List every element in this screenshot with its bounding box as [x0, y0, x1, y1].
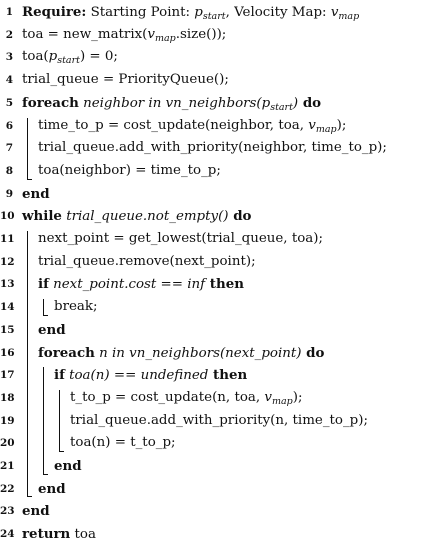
keyword-token: if	[54, 367, 65, 384]
line-code	[54, 455, 82, 479]
algorithm-line	[0, 46, 436, 69]
line-number: 9	[5, 187, 13, 200]
line-number: 8	[5, 164, 13, 177]
code-token: ) = 0;	[79, 49, 118, 65]
line-code	[38, 251, 256, 274]
code-token: toa(neighbor) = time_to_p;	[38, 162, 221, 178]
line-code	[54, 296, 98, 319]
code-token: trial_queue.add_with_priority(n, time_to_p);	[70, 412, 368, 428]
block-guide-tick	[27, 179, 32, 180]
keyword-token: end	[22, 503, 50, 520]
algorithm-line	[0, 296, 436, 319]
subscript-token: map	[338, 11, 360, 22]
line-code	[38, 319, 66, 343]
line-code	[38, 478, 66, 502]
code-token: t_to_p = cost_update(n, toa,	[70, 389, 265, 405]
algorithm-line	[0, 500, 436, 523]
code-token: toa(	[22, 49, 49, 65]
line-number: 17	[0, 369, 15, 382]
code-token: toa(n) == undefined	[64, 368, 209, 384]
line-number: 1	[5, 6, 13, 18]
line-code	[38, 137, 387, 160]
algorithm-line	[0, 1, 436, 24]
keyword-token: end	[38, 321, 66, 338]
algorithm-line	[0, 364, 436, 387]
line-number: 4	[5, 74, 13, 87]
line-code	[22, 183, 50, 207]
algorithm-line	[0, 183, 436, 206]
subscript-token: map	[154, 32, 176, 44]
code-token: neighbor in vn_neighbors(	[78, 95, 262, 111]
line-number: 21	[0, 460, 15, 472]
code-token: )	[292, 95, 299, 111]
line-number: 2	[5, 28, 13, 41]
line-number: 7	[5, 142, 13, 155]
subscript-token: map	[315, 123, 337, 135]
block-guide-line	[43, 299, 44, 316]
algorithm-line	[0, 478, 436, 501]
code-token: toa = new_matrix(	[22, 26, 148, 42]
line-code	[38, 115, 346, 138]
algorithm-line	[0, 455, 436, 478]
block-guide-tick	[43, 474, 48, 475]
line-number: 18	[0, 391, 15, 404]
keyword-token: then	[205, 276, 244, 293]
line-number: 6	[5, 119, 13, 132]
block-guide-line	[59, 390, 60, 452]
line-number: 3	[5, 51, 13, 64]
algorithm-line	[0, 160, 436, 183]
line-code	[22, 24, 226, 47]
keyword-token: do	[301, 344, 325, 361]
code-token: trial_queue.remove(next_point);	[38, 253, 256, 269]
line-code	[38, 273, 244, 297]
algorithm-line	[0, 251, 436, 274]
block-guide-line	[27, 231, 28, 497]
algorithm-line	[0, 92, 436, 115]
keyword-token: do	[228, 208, 252, 225]
code-token: );	[292, 389, 303, 405]
code-token: n in vn_neighbors(next_point)	[94, 345, 302, 361]
line-number: 20	[0, 437, 15, 450]
block-guide-tick	[43, 315, 48, 316]
algorithm-line	[0, 205, 436, 228]
subscript-token: start	[202, 11, 226, 22]
keyword-token: end	[38, 480, 66, 497]
algorithm-line	[0, 137, 436, 160]
keyword-token: then	[208, 367, 248, 384]
line-code	[22, 46, 118, 69]
line-code	[22, 69, 229, 92]
line-code	[22, 1, 359, 25]
code-token: trial_queue = PriorityQueue();	[22, 72, 229, 88]
keyword-token: foreach	[38, 344, 95, 361]
line-number: 19	[0, 414, 15, 427]
keyword-token: foreach	[22, 94, 79, 111]
code-token: v	[308, 117, 316, 133]
block-guide-line	[27, 118, 28, 180]
code-token: time_to_p = cost_update(neighbor, toa,	[38, 117, 309, 133]
line-number: 11	[0, 233, 15, 245]
line-code	[70, 410, 368, 433]
code-token: trial_queue.not_empty()	[61, 209, 229, 225]
line-number: 22	[0, 482, 15, 495]
line-number: 16	[0, 346, 15, 359]
line-number: 13	[0, 278, 15, 291]
line-number: 24	[0, 528, 15, 541]
code-token: p	[48, 49, 58, 65]
code-token: v	[330, 5, 339, 20]
keyword-token: end	[22, 185, 50, 202]
line-number: 10	[0, 210, 15, 223]
algorithm-line	[0, 69, 436, 92]
code-token: break;	[54, 299, 98, 315]
code-token: toa	[70, 527, 96, 543]
line-code	[22, 523, 96, 547]
line-code	[38, 160, 221, 183]
code-token: toa(n) = t_to_p;	[70, 435, 176, 451]
code-token: v	[147, 26, 155, 42]
block-guide-tick	[27, 496, 32, 497]
block-guide-line	[43, 367, 44, 475]
code-token: .size());	[175, 26, 227, 42]
keyword-token: do	[298, 94, 322, 111]
keyword-token: return	[22, 526, 71, 543]
line-number: 14	[0, 301, 15, 314]
algorithm-line	[0, 523, 436, 546]
line-code	[22, 92, 321, 116]
keyword-token: if	[38, 276, 49, 293]
keyword-token: while	[22, 208, 62, 225]
line-code	[38, 228, 323, 251]
code-token: , Velocity Map:	[225, 5, 331, 20]
algorithm-line	[0, 410, 436, 433]
algorithm-line	[0, 432, 436, 455]
line-number: 23	[0, 505, 15, 518]
code-token: next_point = get_lowest(trial_queue, toa);	[38, 231, 323, 246]
code-token: p	[261, 95, 271, 111]
algorithm-line	[0, 228, 436, 251]
algorithm-line	[0, 319, 436, 342]
keyword-token: end	[54, 458, 82, 474]
line-number: 5	[5, 96, 13, 109]
subscript-token: start	[270, 101, 293, 113]
subscript-token: start	[57, 55, 80, 67]
code-token: next_point.cost == inf	[48, 277, 206, 293]
line-code	[38, 342, 324, 366]
line-code	[54, 364, 247, 388]
subscript-token: map	[271, 395, 293, 407]
line-code	[22, 500, 50, 524]
block-guide-tick	[59, 451, 64, 452]
line-code	[70, 432, 176, 455]
code-token: Starting Point:	[86, 5, 195, 20]
line-number: 15	[0, 323, 15, 336]
code-token: v	[264, 389, 272, 405]
algorithm-line	[0, 342, 436, 365]
algorithm-line	[0, 273, 436, 296]
algorithm-line	[0, 24, 436, 47]
line-code	[70, 387, 302, 410]
code-token: trial_queue.add_with_priority(neighbor, time_to_p);	[38, 140, 387, 156]
algorithm-line	[0, 115, 436, 138]
line-code	[22, 205, 252, 229]
line-number: 12	[0, 255, 15, 268]
algorithm-line	[0, 387, 436, 410]
code-token: );	[336, 117, 347, 133]
code-token: p	[194, 5, 203, 20]
keyword-token: Require:	[22, 4, 87, 20]
